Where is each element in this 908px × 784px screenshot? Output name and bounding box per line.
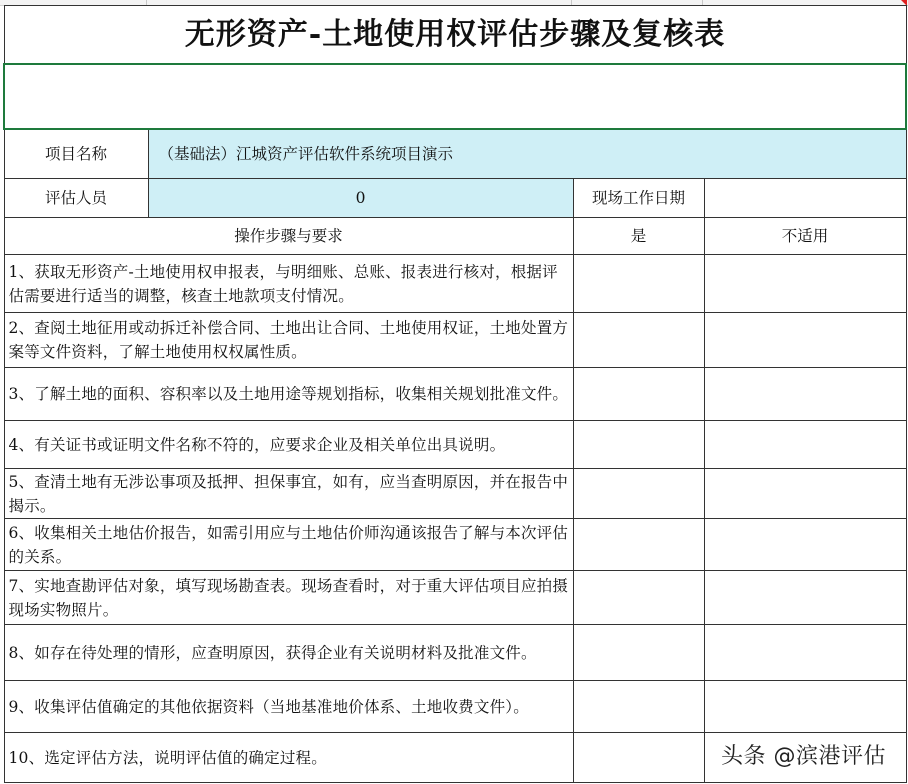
- na-cell[interactable]: [704, 255, 906, 313]
- watermark-text: 头条 @滨港评估: [721, 744, 886, 769]
- na-cell[interactable]: [704, 681, 906, 733]
- na-cell[interactable]: [704, 421, 906, 469]
- yes-cell[interactable]: [573, 255, 704, 313]
- na-cell[interactable]: [704, 519, 906, 571]
- na-cell[interactable]: [704, 469, 906, 519]
- step-cell[interactable]: 1、获取无形资产-土地使用权申报表，与明细账、总账、报表进行核对，根据评估需要进行适当的调整，核查土地款项支付情况。: [4, 255, 573, 313]
- yes-cell[interactable]: [573, 733, 704, 783]
- evaluator-label[interactable]: 评估人员: [4, 179, 148, 218]
- na-column-header[interactable]: 不适用: [704, 218, 906, 255]
- step-cell[interactable]: 2、查阅土地征用或动拆迁补偿合同、土地出让合同、土地使用权证，土地处置方案等文件资料，了解土地使用权权属性质。: [4, 313, 573, 368]
- date-label[interactable]: 现场工作日期: [573, 179, 704, 218]
- yes-cell[interactable]: [573, 519, 704, 571]
- step-cell[interactable]: 3、了解土地的面积、容积率以及土地用途等规划指标，收集相关规划批准文件。: [4, 368, 573, 421]
- sheet-title[interactable]: 无形资产-土地使用权评估步骤及复核表: [4, 6, 906, 65]
- yes-cell[interactable]: [573, 625, 704, 681]
- step-cell[interactable]: 9、收集评估值确定的其他依据资料（当地基准地价体系、土地收费文件）。: [4, 681, 573, 733]
- na-cell[interactable]: [704, 625, 906, 681]
- step-cell[interactable]: 4、有关证书或证明文件名称不符的，应要求企业及相关单位出具说明。: [4, 421, 573, 469]
- step-cell[interactable]: 6、收集相关土地估价报告，如需引用应与土地估价师沟通该报告了解与本次评估的关系。: [4, 519, 573, 571]
- yes-cell[interactable]: [573, 469, 704, 519]
- yes-column-header[interactable]: 是: [573, 218, 704, 255]
- na-cell[interactable]: [704, 313, 906, 368]
- review-table: [3, 5, 907, 783]
- na-cell[interactable]: [704, 571, 906, 625]
- yes-cell[interactable]: [573, 681, 704, 733]
- step-cell[interactable]: 8、如存在待处理的情形，应查明原因，获得企业有关说明材料及批准文件。: [4, 625, 573, 681]
- yes-cell[interactable]: [573, 571, 704, 625]
- selected-merged-cell[interactable]: [4, 64, 906, 129]
- project-label[interactable]: 项目名称: [4, 129, 148, 179]
- step-cell[interactable]: 10、选定评估方法，说明评估值的确定过程。: [4, 733, 573, 783]
- yes-cell[interactable]: [573, 421, 704, 469]
- step-cell[interactable]: 7、实地查勘评估对象，填写现场勘查表。现场查看时，对于重大评估项目应拍摄现场实物照片。: [4, 571, 573, 625]
- na-cell[interactable]: [704, 368, 906, 421]
- evaluator-value-cell[interactable]: 0: [148, 179, 573, 218]
- step-cell[interactable]: 5、查清土地有无涉讼事项及抵押、担保事宜，如有，应当查明原因，并在报告中揭示。: [4, 469, 573, 519]
- yes-cell[interactable]: [573, 368, 704, 421]
- yes-cell[interactable]: [573, 313, 704, 368]
- project-value-cell[interactable]: （基础法）江城资产评估软件系统项目演示: [148, 129, 906, 179]
- steps-column-header[interactable]: 操作步骤与要求: [4, 218, 573, 255]
- date-value-cell[interactable]: [704, 179, 906, 218]
